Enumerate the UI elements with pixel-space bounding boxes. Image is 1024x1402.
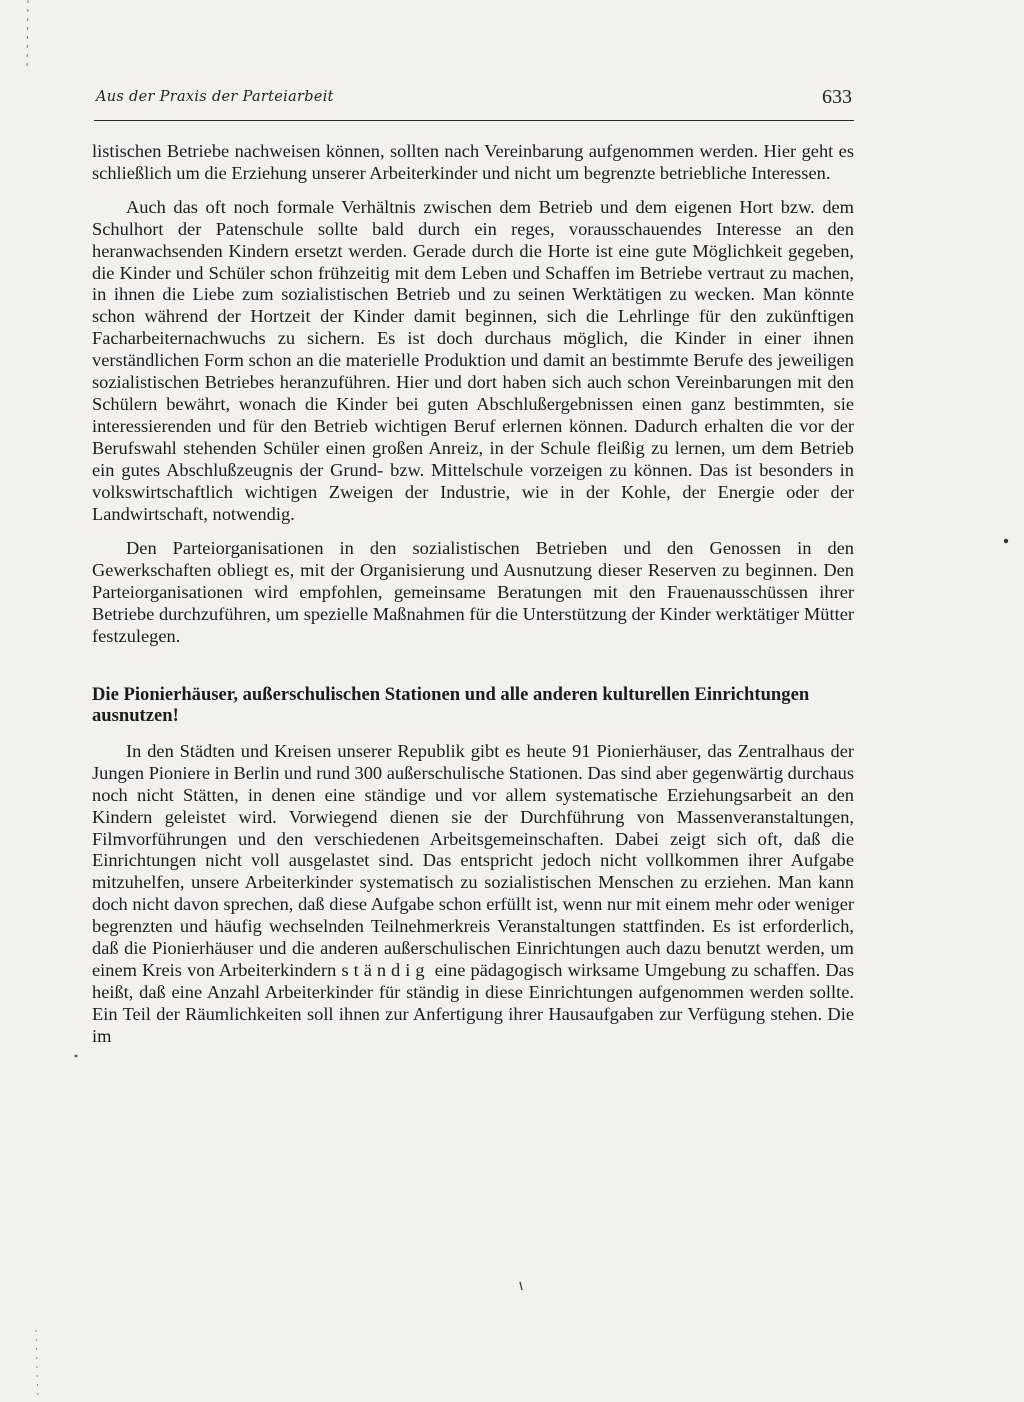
scan-edge-mark-top (27, 0, 28, 70)
scan-edge-mark-bottom (36, 1330, 38, 1402)
paragraph-4-text-start: In den Städten und Kreisen unserer Republik gibt es heute 91 Pionierhäuser, das Zentralhaus der Jungen Pioniere in Berlin und rund 300 außerschulische Stationen. Das sind aber gegenwärtig durchaus noch nicht Stätten, in denen eine ständige und vor allem systematische Erziehungsarbeit an den Kindern geleistet wird. Vorwiegend dienen sie der Durchführung von Massenveranstaltungen, Filmvorführungen und den verschiedenen Arbeitsgemeinschaften. Dabei zeigt sich oft, daß die Einrichtungen nicht voll ausgelastet sind. Das entspricht jedoch nicht vollkommen ihrer Aufgabe mitzuhelfen, unsere Arbeiterkinder systematisch zu sozialistischen Menschen zu erziehen. Man kann doch nicht davon sprechen, daß diese Aufgabe schon erfüllt ist, wenn nur mit einem mehr oder weniger begrenzten und häufig wechselnden Teilnehmerkreis Veranstaltungen stattfinden. Es ist erforderlich, daß die Pionierhäuser und die anderen außerschulischen Einrichtungen auch dazu benutzt werden, um einem Kreis von Arbeiterkindern (92, 740, 855, 980)
paragraph-4-emphasis: ständig (341, 960, 430, 980)
body-text (92, 141, 854, 1048)
paragraph-4 (92, 741, 854, 1048)
paragraph-2: Auch das oft noch formale Verhältnis zwischen dem Betrieb und dem eigenen Hort bzw. dem Schulhort der Patenschule sollte bald durch ein reges, vorausschauendes Interesse an den heranwachsenden Kindern ersetzt werden. Gerade durch die Horte ist eine gute Möglichkeit gegeben, die Kinder und Schüler schon frühzeitig mit dem Leben und Schaffen im Betriebe vertraut zu machen, in ihnen die Liebe zum sozialistischen Betrieb und zu seinen Werktätigen zu wecken. Man könnte schon während der Hortzeit der Kinder damit beginnen, sich die Lehrlinge für den zukünftigen Facharbeiternachwuchs zu sichern. Es ist doch durchaus möglich, die Kinder in einer ihnen verständlichen Form schon an die materielle Produktion und damit an bestimmte Berufe des jeweiligen sozialistischen Betriebes heranzuführen. Hier und dort haben sich auch schon Vereinbarungen mit den Schülern bewährt, wonach die Kinder bei guten Abschlußergebnissen einen ganz bestimmten, sie interessierenden und für den Betrieb wichtigen Beruf erlernen können. Dadurch erhalten die vor der Berufswahl stehenden Schüler einen großen Anreiz, in der Schule fleißig zu lernen, um dem Betrieb ein gutes Abschlußzeugnis der Grund- bzw. Mittelschule vorzeigen zu können. Das ist besonders in volkswirtschaftlich wichtigen Zweigen der Industrie, wie in der Kohle, der Energie oder der Landwirtschaft, notwendig. (92, 196, 854, 524)
speck-right (1004, 539, 1008, 543)
speck-bottom (520, 1282, 522, 1290)
speck-left (75, 1055, 78, 1058)
section-heading: Die Pionierhäuser, außerschulischen Stationen und alle anderen kulturellen Einrichtungen ausnutzen! (92, 683, 810, 727)
page-header (94, 86, 854, 121)
page-number: 633 (822, 86, 852, 108)
paragraph-1: listischen Betriebe nachweisen können, sollten nach Vereinbarung aufgenommen werden. Hier geht es schließlich um die Erziehung unserer Arbeiterkinder und nicht um begrenzte betriebliche Interessen. (92, 141, 854, 183)
paragraph-4-text-end: eine pädagogisch wirksame Umgebung zu schaffen. Das heißt, daß eine Anzahl Arbeiterkinder für ständig in diese Einrichtungen aufgenommen werden sollte. Ein Teil der Räumlichkeiten soll ihnen zur Anfertigung ihrer Hausaufgaben zur Verfügung stehen. Die im (92, 960, 854, 1046)
paragraph-3: Den Parteiorganisationen in den sozialistischen Betrieben und den Genossen in den Gewerkschaften obliegt es, mit der Organisierung und Ausnutzung dieser Reserven zu beginnen. Den Parteiorganisationen wird empfohlen, gemeinsame Beratungen mit den Frauenausschüssen ihrer Betriebe durchzuführen, um spezielle Maßnahmen für die Unterstützung der Kinder werktätiger Mütter festzulegen. (92, 538, 854, 647)
running-head: Aus der Praxis der Parteiarbeit (96, 89, 334, 105)
